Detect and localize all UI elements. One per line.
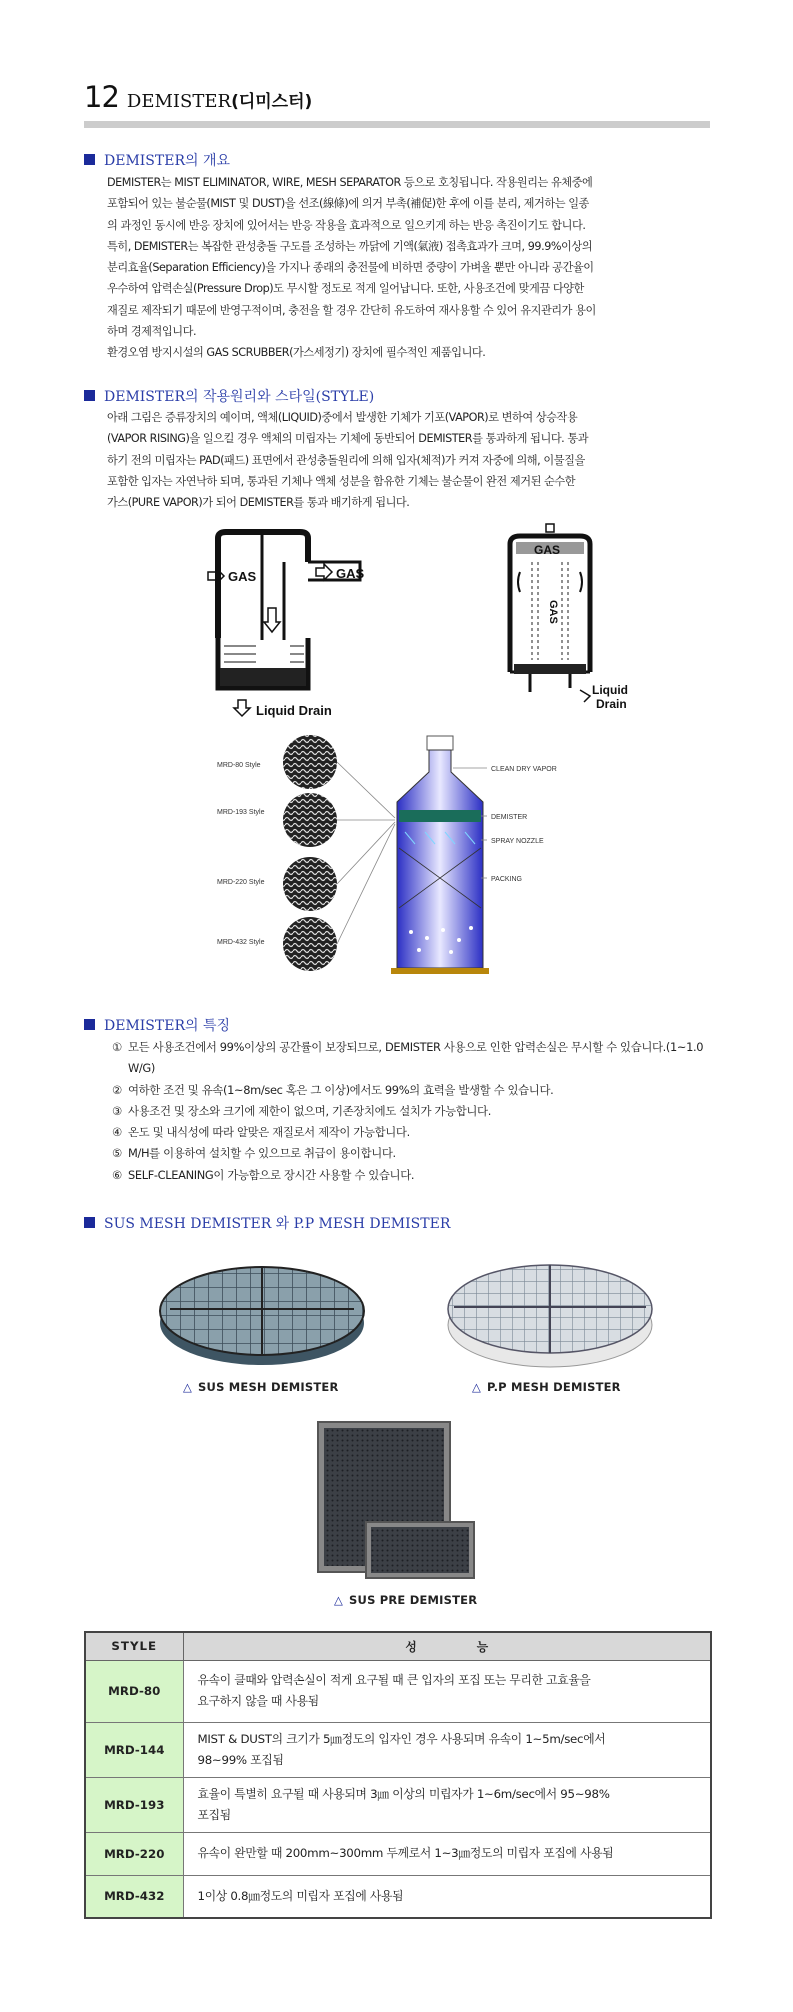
table-row bbox=[85, 1722, 711, 1777]
principle-line: 가스(PURE VAPOR)가 되어 DEMISTER를 통과 배기하게 됩니다. bbox=[107, 496, 410, 510]
square-bullet-icon bbox=[84, 390, 95, 401]
pp-mesh-demister-image bbox=[440, 1245, 660, 1375]
tower-label-clean-vapor: CLEAN DRY VAPOR bbox=[491, 766, 557, 773]
style-cell: MRD-80 bbox=[85, 1660, 183, 1722]
overview-line: 분리효율(Separation Efficiency)을 가지나 종래의 충전물에 비하면 중량이 가벼울 뿐만 아니라 공간율이 bbox=[107, 261, 594, 275]
section-heading-principle: DEMISTER의 작용원리와 스타일(STYLE) bbox=[84, 386, 374, 406]
feature-item: ④ 온도 및 내식성에 따라 알맞은 재질로서 제작이 가능합니다. bbox=[112, 1125, 410, 1140]
performance-cell: 유속이 클때와 압력손실이 적게 요구될 때 큰 입자의 포집 또는 무리한 고효율을 요구하지 않을 때 사용됨 bbox=[183, 1660, 711, 1722]
principle-line: 포함한 입자는 자연낙하 되며, 통과된 기체나 액체 성분을 함유한 기체는 불순물이 완전 제거된 순수한 bbox=[107, 474, 576, 488]
title-english: DEMISTER bbox=[126, 91, 232, 112]
feature-item: ② 여하한 조건 및 유속(1~8m/sec 혹은 그 이상)에서도 99%의 효력을 발생할 수 있습니다. bbox=[112, 1082, 554, 1097]
overview-line: DEMISTER는 MIST ELIMINATOR, WIRE, MESH SEPARATOR 등으로 호칭됩니다. 작용원리는 유체중에 bbox=[107, 176, 593, 189]
style-label-mrd432: MRD-432 Style bbox=[217, 939, 265, 946]
tower-label-packing: PACKING bbox=[491, 876, 522, 883]
gas-label-inlet: GAS bbox=[228, 569, 257, 584]
square-bullet-icon bbox=[84, 1217, 95, 1228]
table-row bbox=[85, 1777, 711, 1832]
principle-line: (VAPOR RISING)을 일으킬 경우 액체의 미립자는 기체에 동반되어 DEMISTER를 통과하게 됩니다. 통과 bbox=[107, 432, 589, 446]
features-list bbox=[112, 1037, 716, 1186]
performance-cell: MIST & DUST의 크기가 5㎛정도의 입자인 경우 사용되며 유속이 1~5m/sec에서 98~99% 포집됨 bbox=[183, 1722, 711, 1777]
principle-line: 아래 그림은 증류장치의 예이며, 액체(LIQUID)중에서 발생한 기체가 기포(VAPOR)로 변하여 상승작용 bbox=[107, 411, 578, 424]
style-label-mrd193: MRD-193 Style bbox=[217, 809, 265, 816]
style-cell: MRD-432 bbox=[85, 1875, 183, 1918]
title-underline bbox=[84, 121, 710, 128]
feature-item: ⑤ M/H를 이용하여 설치할 수 있으므로 취급이 용이합니다. bbox=[112, 1146, 396, 1161]
header-performance: 성능 bbox=[183, 1632, 711, 1660]
gas-label-vertical: GAS bbox=[547, 600, 559, 624]
overview-line: 우수하여 압력손실(Pressure Drop)도 무시할 정도로 적게 일어납니다. 또한, 사용조건에 맞게끔 다양한 bbox=[107, 282, 584, 296]
principle-paragraph bbox=[107, 407, 711, 513]
mesh-samples bbox=[283, 735, 337, 971]
style-label-mrd220: MRD-220 Style bbox=[217, 879, 265, 886]
square-bullet-icon bbox=[84, 154, 95, 165]
feature-item: ③ 사용조건 및 장소와 크기에 제한이 없으며, 기존장치에도 설치가 가능합니다. bbox=[112, 1103, 491, 1118]
spec-table bbox=[84, 1631, 712, 1919]
caption-sus-mesh: △ SUS MESH DEMISTER bbox=[183, 1380, 339, 1394]
distillation-diagram bbox=[200, 528, 410, 728]
caption-pp-mesh: △ P.P MESH DEMISTER bbox=[472, 1380, 621, 1394]
drain-label: Drain bbox=[596, 697, 627, 711]
style-cell: MRD-193 bbox=[85, 1777, 183, 1832]
title-korean: (디미스터) bbox=[231, 92, 313, 112]
style-label-mrd80: MRD-80 Style bbox=[217, 762, 261, 769]
chapter-number: 12 bbox=[84, 80, 119, 114]
section-heading-products: SUS MESH DEMISTER 와 P.P MESH DEMISTER bbox=[84, 1213, 450, 1233]
tower-label-demister: DEMISTER bbox=[491, 814, 528, 821]
mesh-style-tower-diagram bbox=[205, 732, 605, 982]
principle-line: 하기 전의 미립자는 PAD(패드) 표면에서 관성충돌원리에 의해 입자(체적)가 커져 자중에 의해, 이물질을 bbox=[107, 453, 585, 467]
sus-pre-demister-image bbox=[310, 1418, 480, 1588]
performance-cell: 유속이 완만할 때 200mm~300mm 두께로서 1~3㎛정도의 미립자 포집에 사용됨 bbox=[183, 1832, 711, 1875]
overview-line: 특히, DEMISTER는 복잡한 관성충돌 구도를 조성하는 까닭에 기액(氣液) 접촉효과가 크며, 99.9%이상의 bbox=[107, 239, 593, 253]
table-row bbox=[85, 1660, 711, 1722]
liquid-drain-label: Liquid Drain bbox=[256, 703, 332, 718]
header-style: STYLE bbox=[85, 1632, 183, 1660]
overview-line: 포함되어 있는 불순물(MIST 및 DUST)을 선조(線條)에 의거 부촉(補促)한 후에 이를 분리, 제거하는 일종 bbox=[107, 197, 589, 211]
performance-cell: 1이상 0.8㎛정도의 미립자 포집에 사용됨 bbox=[183, 1875, 711, 1918]
style-cell: MRD-220 bbox=[85, 1832, 183, 1875]
table-row bbox=[85, 1875, 711, 1918]
section-heading-overview: DEMISTER의 개요 bbox=[84, 150, 230, 170]
liquid-label: Liquid bbox=[592, 683, 628, 697]
feature-item: ⑥ SELF-CLEANING이 가능함으로 장시간 사용할 수 있습니다. bbox=[112, 1167, 415, 1182]
section-heading-features: DEMISTER의 특징 bbox=[84, 1015, 230, 1035]
feature-item: ① 모든 사용조건에서 99%이상의 공간률이 보장되므로, DEMISTER 사용으로 인한 압력손실은 무시할 수 있습니다.(1~1.0 W/G) bbox=[112, 1040, 704, 1076]
style-cell: MRD-144 bbox=[85, 1722, 183, 1777]
overview-line: 하며 경제적입니다. bbox=[107, 325, 197, 339]
tower-label-spray-nozzle: SPRAY NOZZLE bbox=[491, 838, 544, 845]
caption-sus-pre: △ SUS PRE DEMISTER bbox=[334, 1593, 478, 1607]
table-header-row bbox=[85, 1632, 711, 1660]
overview-line: 재질로 제작되기 때문에 반영구적이며, 충전을 할 경우 간단히 유도하여 재사용할 수 있어 유지관리가 용이 bbox=[107, 303, 596, 317]
page-title bbox=[84, 80, 710, 120]
sus-mesh-demister-image bbox=[152, 1245, 372, 1375]
square-bullet-icon bbox=[84, 1019, 95, 1030]
table-row bbox=[85, 1832, 711, 1875]
overview-paragraph bbox=[107, 172, 711, 364]
separator-diagram bbox=[480, 522, 650, 712]
overview-line: 환경오염 방지시설의 GAS SCRUBBER(가스세정기) 장치에 필수적인 제품입니다. bbox=[107, 346, 486, 360]
gas-label-top: GAS bbox=[534, 543, 561, 557]
gas-label-outlet: GAS bbox=[336, 566, 365, 581]
performance-cell: 효율이 특별히 요구될 때 사용되며 3㎛ 이상의 미립자가 1~6m/sec에서 95~98% 포집됨 bbox=[183, 1777, 711, 1832]
overview-line: 의 과정인 동시에 반응 장치에 있어서는 반응 작용을 효과적으로 일으키게 하는 반응 촉진이기도 합니다. bbox=[107, 218, 586, 232]
